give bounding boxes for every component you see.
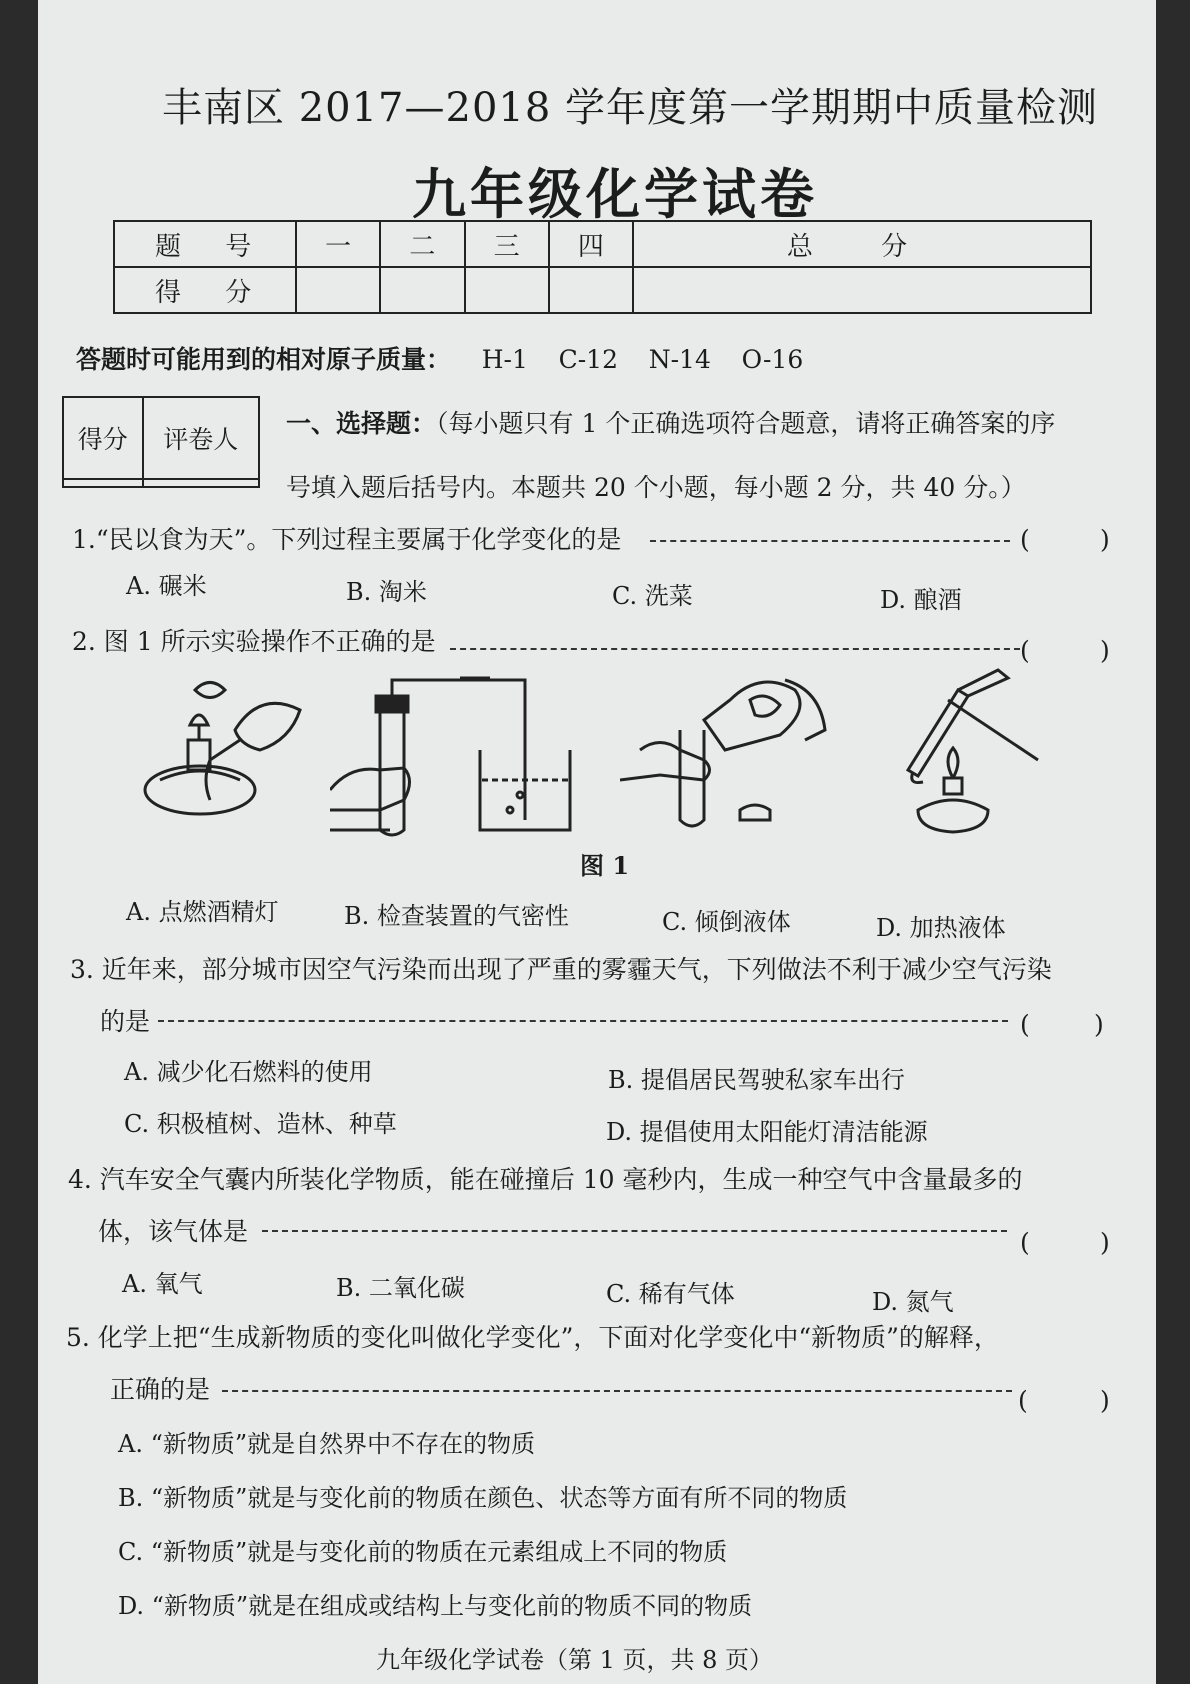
option-a: A. “新物质”就是自然界中不存在的物质 [118,1430,536,1458]
answer-paren-close: ) [1100,1386,1110,1415]
page-footer: 九年级化学试卷（第 1 页，共 8 页） [376,1646,774,1674]
answer-paren-open: ( [1020,636,1030,665]
option-d: D. 加热液体 [876,914,1006,942]
atomic-mass-value: O-16 [741,345,804,374]
option-c: C. “新物质”就是与变化前的物质在元素组成上不同的物质 [118,1538,728,1566]
option-b: B. 二氧化碳 [336,1274,465,1302]
answer-paren-close: ) [1100,525,1110,554]
leader-dashes [262,1230,1007,1232]
grader-score-label: 得分 [63,397,143,479]
option-b: B. 淘米 [346,578,427,606]
option-b: B. 检查装置的气密性 [344,902,569,930]
answer-paren-open: ( [1020,1010,1030,1039]
option-c: C. 倾倒液体 [662,908,791,936]
atomic-mass-value: C-12 [558,345,618,374]
question-stem: 的是 [100,1007,151,1036]
grader-name-label: 评卷人 [143,397,259,479]
option-d: D. 氮气 [872,1288,954,1316]
question-stem: 2. 图 1 所示实验操作不正确的是 [72,627,436,656]
option-c: C. 积极植树、造林、种草 [124,1110,397,1138]
question-stem: 3. 近年来，部分城市因空气污染而出现了严重的雾霾天气，下列做法不利于减少空气污染 [70,955,1052,984]
grader-name-cell[interactable] [143,479,259,487]
answer-paren-close: ) [1094,1010,1104,1039]
score-cell[interactable] [633,267,1091,313]
option-a: A. 氧气 [122,1270,203,1298]
question-stem: 正确的是 [110,1375,211,1404]
question-stem: 1.“民以食为天”。下列过程主要属于化学变化的是 [72,525,622,554]
question-stem: 5. 化学上把“生成新物质的变化叫做化学变化”，下面对化学变化中“新物质”的解释， [66,1323,999,1352]
leader-dashes [158,1020,1008,1022]
question-stem: 4. 汽车安全气囊内所装化学物质，能在碰撞后 10 毫秒内，生成一种空气中含量最多的 [68,1165,1023,1194]
score-table-col-4: 四 [549,221,633,267]
exam-title: 丰南区 2017—2018 学年度第一学期期中质量检测 [162,85,1099,131]
option-b: B. 提倡居民驾驶私家车出行 [608,1066,905,1094]
exam-subtitle: 九年级化学试卷 [412,162,818,226]
heating-liquid-figure [868,660,1048,845]
answer-paren-open: ( [1018,1386,1028,1415]
option-c: C. 稀有气体 [606,1280,735,1308]
answer-paren-close: ) [1100,636,1110,665]
score-cell[interactable] [296,267,380,313]
score-cell[interactable] [465,267,549,313]
score-table-row-label: 得 分 [114,267,296,313]
score-cell[interactable] [380,267,464,313]
question-stem: 体，该气体是 [98,1217,249,1246]
airtightness-check-figure [330,670,580,840]
score-table-col-total: 总 分 [633,221,1091,267]
alcohol-lamp-lighting-figure [140,670,310,820]
atomic-mass-value: N-14 [648,345,711,374]
leader-dashes [222,1390,1012,1392]
score-table-col-3: 三 [465,221,549,267]
option-d: D. 提倡使用太阳能灯清洁能源 [606,1118,928,1146]
score-table [113,220,1092,314]
option-a: A. 减少化石燃料的使用 [124,1058,373,1086]
score-table-col-1: 一 [296,221,380,267]
grader-score-cell[interactable] [63,479,143,487]
option-a: A. 点燃酒精灯 [126,898,279,926]
score-table-header-label: 题 号 [114,221,296,267]
option-b: B. “新物质”就是与变化前的物质在颜色、状态等方面有所不同的物质 [118,1484,848,1512]
answer-blank[interactable] [1030,1384,1096,1414]
answer-paren-close: ) [1100,1228,1110,1257]
atomic-mass-line [76,340,803,376]
figure-caption: 图 1 [580,851,630,880]
option-a: A. 碾米 [126,572,207,600]
section-instruction-line: 号填入题后括号内。本题共 20 个小题，每小题 2 分，共 40 分。） [286,473,1026,502]
score-table-col-2: 二 [380,221,464,267]
answer-paren-open: ( [1020,525,1030,554]
section-instructions [286,404,1055,440]
option-d: D. 酿酒 [880,586,962,614]
section-heading: 一、选择题： [286,409,437,438]
option-d: D. “新物质”就是在组成或结构上与变化前的物质不同的物质 [118,1592,753,1620]
answer-blank[interactable] [1032,1226,1096,1256]
leader-dashes [450,648,1020,650]
atomic-mass-label: 答题时可能用到的相对原子质量： [76,345,452,374]
atomic-mass-value: H-1 [481,345,528,374]
answer-blank[interactable] [1032,1008,1090,1038]
answer-paren-open: ( [1020,1228,1030,1257]
pouring-liquid-figure [620,660,830,845]
grader-box [62,396,260,488]
leader-dashes [650,540,1010,542]
answer-blank[interactable] [1032,524,1096,554]
option-c: C. 洗菜 [612,582,693,610]
section-instruction-line: （每小题只有 1 个正确选项符合题意，请将正确答案的序 [436,409,1056,438]
score-cell[interactable] [549,267,633,313]
